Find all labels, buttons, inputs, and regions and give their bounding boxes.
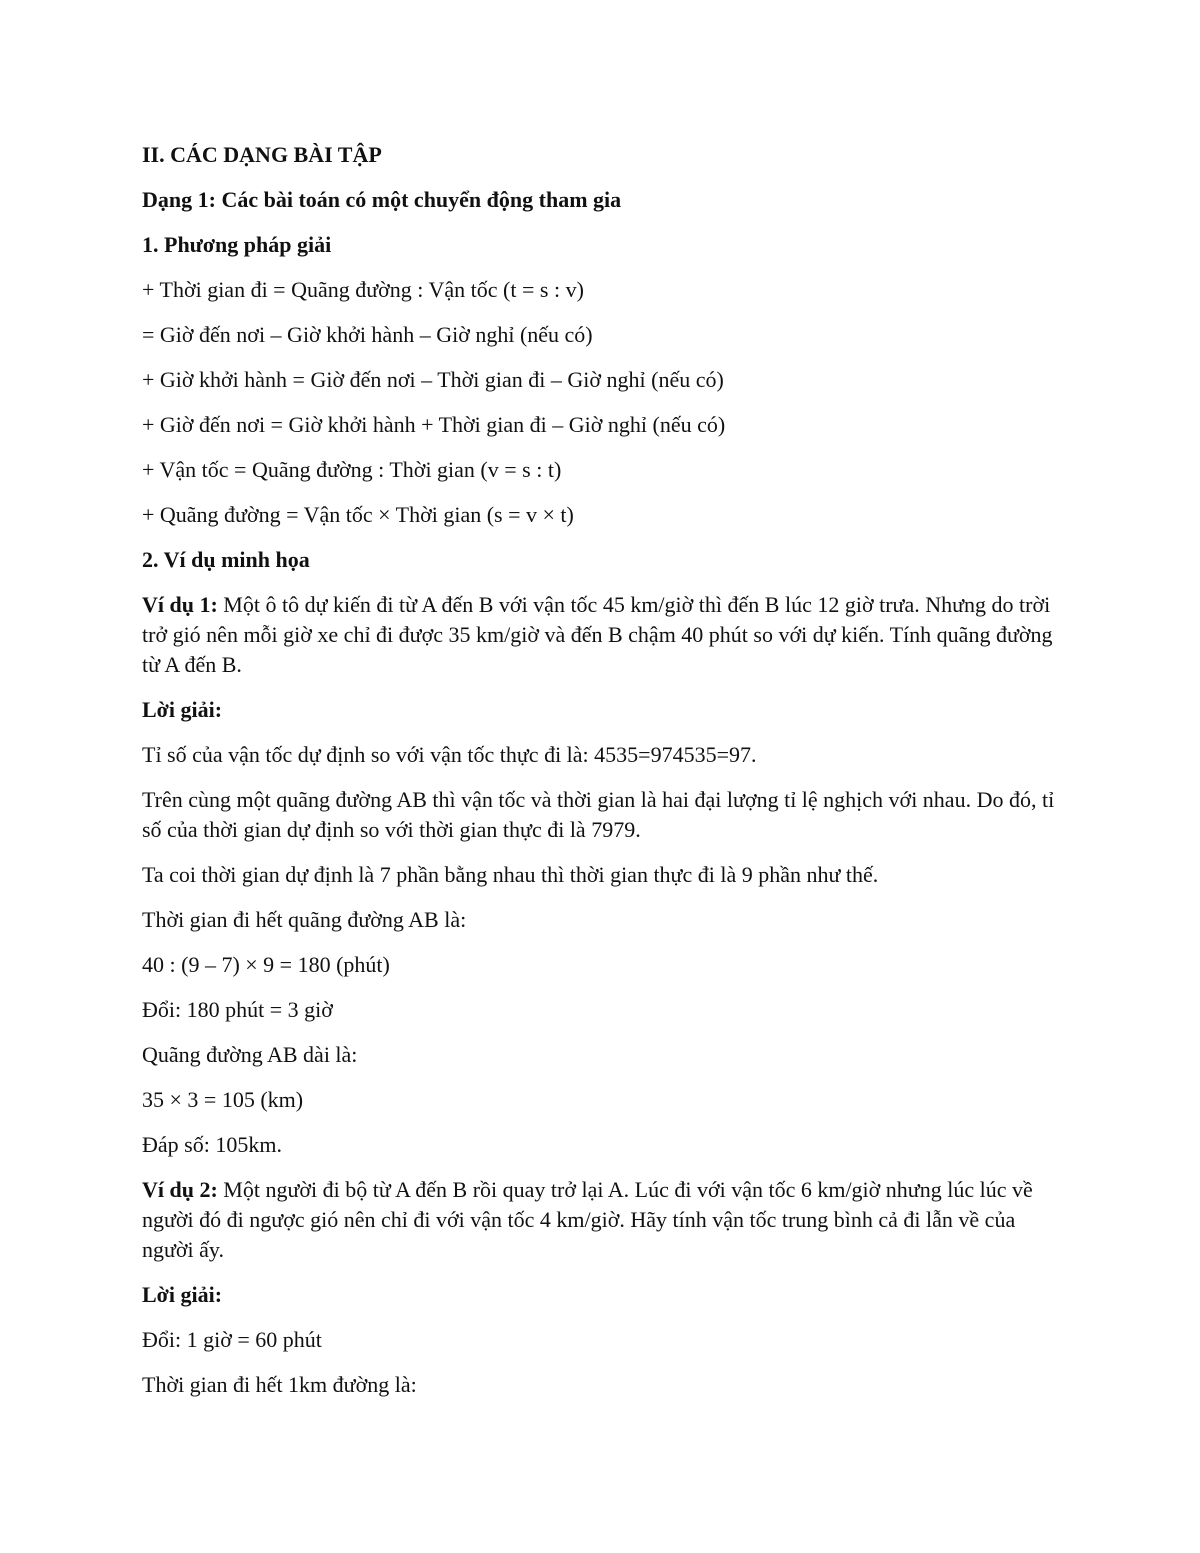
- solution1-line: 35 × 3 = 105 (km): [142, 1087, 304, 1112]
- solution2-line: Thời gian đi hết 1km đường là:: [142, 1372, 417, 1397]
- example2-paragraph: [142, 1175, 1062, 1265]
- formula-line: + Vận tốc = Quãng đường : Thời gian (v = s : t): [142, 457, 562, 482]
- solution1-line: Đổi: 180 phút = 3 giờ: [142, 997, 333, 1022]
- solution2-line: Đổi: 1 giờ = 60 phút: [142, 1327, 322, 1352]
- solution1-line: Tỉ số của vận tốc dự định so với vận tốc thực đi là: 4535=974535=97.: [142, 742, 757, 767]
- solution1-line: Ta coi thời gian dự định là 7 phần bằng nhau thì thời gian thực đi là 9 phần như thế.: [142, 862, 879, 887]
- example2-text: Một người đi bộ từ A đến B rồi quay trở lại A. Lúc đi với vận tốc 6 km/giờ nhưng lúc lúc về người đó đi ngược gió nên chỉ đi với vận tốc 4 km/giờ. Hãy tính vận tốc trung bình cả đi lẫn về của người ấy.: [142, 1177, 1033, 1262]
- formula-line: + Giờ đến nơi = Giờ khởi hành + Thời gian đi – Giờ nghỉ (nếu có): [142, 412, 726, 437]
- example1-label: Ví dụ 1:: [142, 592, 218, 617]
- solution1-label: Lời giải:: [142, 697, 223, 722]
- examples-heading: 2. Ví dụ minh họa: [142, 547, 310, 572]
- example2-label: Ví dụ 2:: [142, 1177, 218, 1202]
- solution1-line: Quãng đường AB dài là:: [142, 1042, 358, 1067]
- type1-heading: Dạng 1: Các bài toán có một chuyển động tham gia: [142, 187, 622, 212]
- solution2-label: Lời giải:: [142, 1282, 223, 1307]
- document-page: [142, 140, 1062, 1415]
- section-title: II. CÁC DẠNG BÀI TẬP: [142, 142, 382, 167]
- formula-line: + Giờ khởi hành = Giờ đến nơi – Thời gian đi – Giờ nghỉ (nếu có): [142, 367, 724, 392]
- solution1-line: Đáp số: 105km.: [142, 1132, 282, 1157]
- example1-text: Một ô tô dự kiến đi từ A đến B với vận tốc 45 km/giờ thì đến B lúc 12 giờ trưa. Nhưng do trời trở gió nên mỗi giờ xe chỉ đi được 35 km/giờ và đến B chậm 40 phút so với dự kiến. Tính quãng đường từ A đến B.: [142, 592, 1053, 677]
- example1-paragraph: [142, 590, 1062, 680]
- solution1-line: Thời gian đi hết quãng đường AB là:: [142, 907, 467, 932]
- method-heading: 1. Phương pháp giải: [142, 232, 332, 257]
- formula-line: + Quãng đường = Vận tốc × Thời gian (s = v × t): [142, 502, 574, 527]
- formula-line: + Thời gian đi = Quãng đường : Vận tốc (t = s : v): [142, 277, 584, 302]
- formula-line: = Giờ đến nơi – Giờ khởi hành – Giờ nghỉ (nếu có): [142, 322, 593, 347]
- solution1-line: Trên cùng một quãng đường AB thì vận tốc và thời gian là hai đại lượng tỉ lệ nghịch với nhau. Do đó, tỉ số của thời gian dự định so với thời gian thực đi là 7979.: [142, 787, 1055, 842]
- solution1-line: 40 : (9 – 7) × 9 = 180 (phút): [142, 952, 390, 977]
